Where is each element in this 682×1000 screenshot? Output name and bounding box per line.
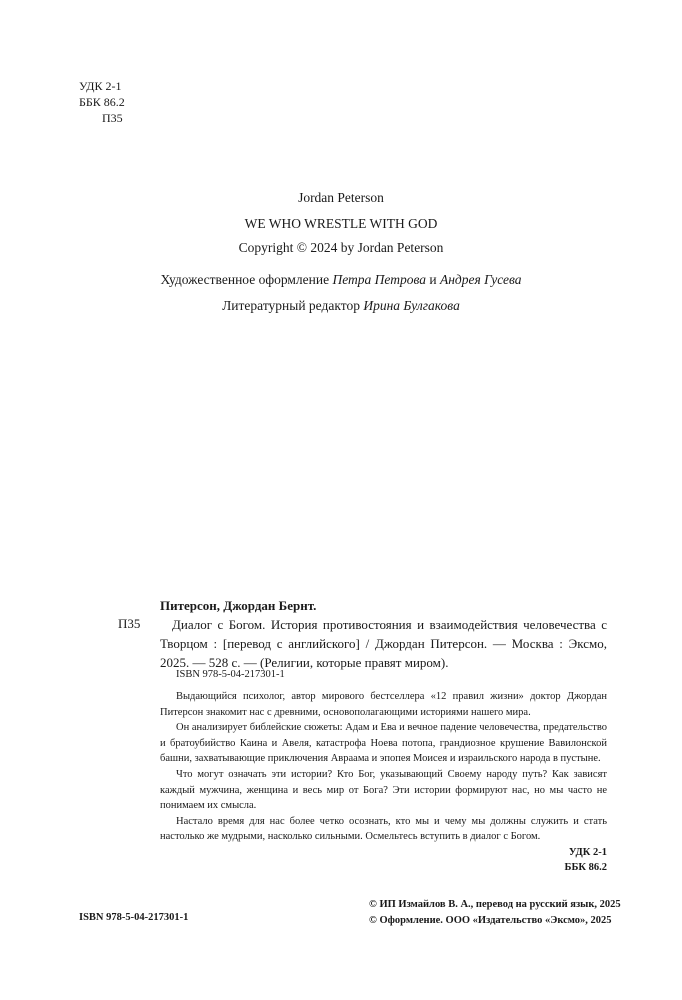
original-author: Jordan Peterson [298, 190, 384, 205]
design-credit-label: Художественное оформление [160, 272, 333, 287]
classification-block-bottom [430, 845, 607, 875]
design-credit-name-1: Петра Петрова [332, 272, 426, 287]
author-mark: П35 [102, 111, 123, 125]
original-title: WE WHO WRESTLE WITH GOD [244, 216, 438, 231]
annotation-paragraph: Он анализирует библейские сюжеты: Адам и Ева и вечное падение человечества, предательство и братоубийство Каина и Авеля, катастрофа Ноева потопа, грандиозное крушение Вавилонской башни, захватывающие приключения Авраама и эпопея Моисея и израильского народа в пустыне. [160, 722, 607, 765]
copyright-translation: © ИП Измайлов В. А., перевод на русский язык, 2025 [369, 899, 621, 910]
annotation-paragraph: Настало время для нас более четко осознать, кто мы и чему мы должны служить и стать настолько же мудрыми, насколько сильными. Осмельтесь вступить в диалог с Богом. [160, 815, 607, 843]
udk-code-bottom: УДК 2-1 [568, 847, 607, 858]
isbn-bottom: ISBN 978-5-04-217301-1 [79, 912, 189, 923]
annotation [160, 689, 607, 845]
original-copyright: Copyright © 2024 by Jordan Peterson [238, 240, 444, 255]
design-credit-and: и [425, 272, 440, 287]
bbk-code-bottom: ББК 86.2 [564, 862, 607, 873]
copyright-notices [369, 897, 621, 928]
bbk-code: ББК 86.2 [79, 95, 125, 109]
classification-block-top [79, 78, 125, 126]
annotation-paragraph: Выдающийся психолог, автор мирового бестселлера «12 правил жизни» доктор Джордан Питерсон знакомит нас с древними, основополагающими историями нашего мира. [160, 691, 607, 718]
bibliographic-author: Питерсон, Джордан Бернт. [160, 598, 317, 613]
editor-credit-label: Литературный редактор [222, 298, 364, 313]
bibliographic-mark: П35 [118, 616, 141, 631]
design-credit-name-2: Андрея Гусева [439, 272, 522, 287]
annotation-paragraph: Что могут означать эти истории? Кто Бог, указывающий Своему народу путь? Как зависят каждый мужчина, женщина и весь мир от Бога? Эти истории формируют нас, но мы часто не понимаем их смысла. [160, 768, 607, 812]
copyright-design: © Оформление. ООО «Издательство «Эксмо», 2025 [369, 914, 612, 926]
udk-code: УДК 2-1 [79, 79, 122, 93]
design-credit [0, 272, 682, 288]
bibliographic-description: Диалог с Богом. История противостояния и взаимодействия человечества с Творцом : [перевод с английского] / Джордан Питерсон. — Москва : Эксмо, 2025. — 528 с. — (Религии, которые правят миром). [160, 617, 607, 670]
bibliographic-isbn: ISBN 978-5-04-217301-1 [176, 669, 285, 680]
editor-credit [0, 298, 682, 314]
editor-credit-name: Ирина Булгакова [363, 298, 460, 313]
